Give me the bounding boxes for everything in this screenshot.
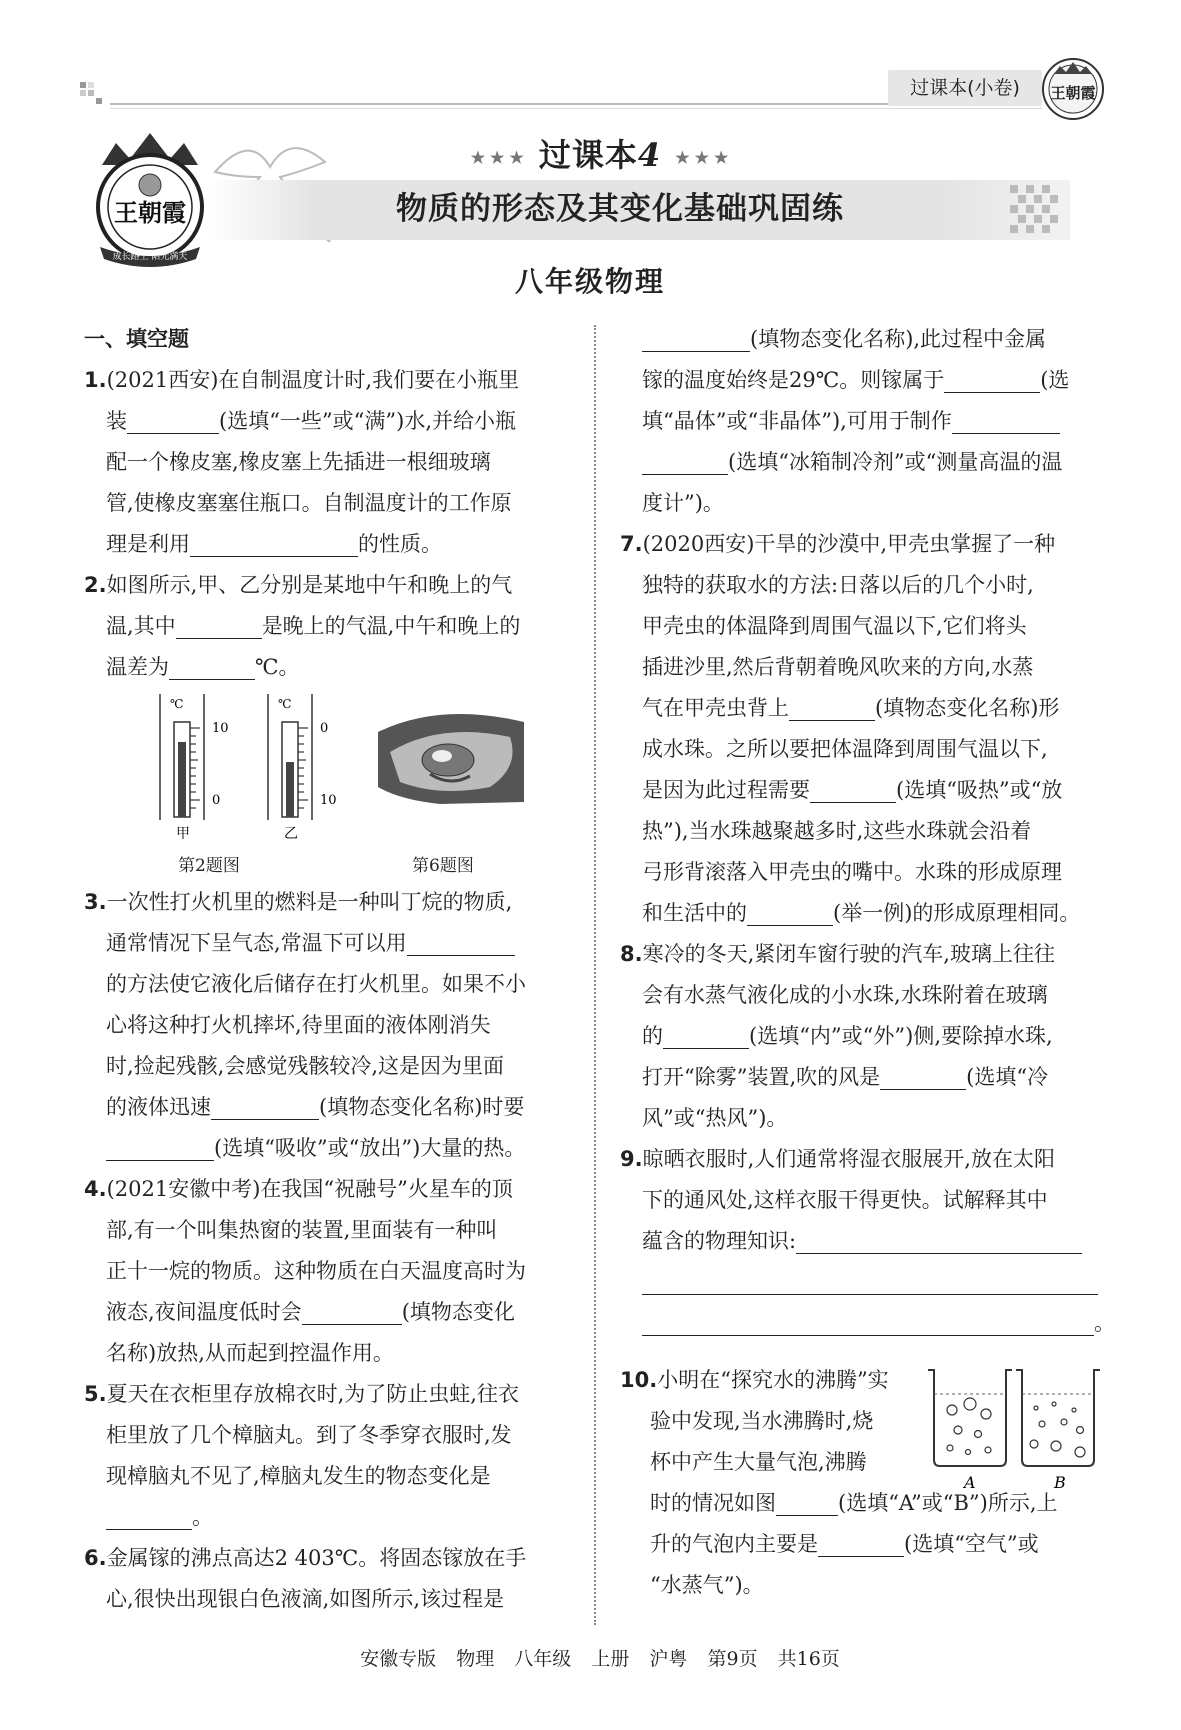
question-4: 4.(2021安徽中考)在我国“祝融号”火星车的顶 [84,1177,513,1201]
star-icon: ★ [490,148,506,167]
question-9: 9.晾晒衣服时,人们通常将湿衣服展开,放在太阳 [620,1147,1055,1171]
answer-blank[interactable] [776,1487,838,1516]
footer-grade: 八年级 [514,1648,572,1670]
left-column-lower: 3.一次性打火机里的燃料是一种叫丁烷的物质, 通常情况下呈气态,常温下可以用 的方法使它液化后储存在打火机里。如果不小 心将这种打火机摔坏,待里面的液体刚消失 时,捡起残骸,会感觉残骸较冷,这是因为里面 的液体迅速 (填物态变化名称)时要 (选填“吸收”或“放出”)大量的热。 4.(2021安徽中考)在我国“祝融号”火星车的顶 部,有一个叫集热窗的装置,里面装有一种叫 正十一烷的物质。这种物质在白天温度高时为 液态,夜间温度低时会 (填物态变化 名称)放热,从而起到控温作用。 5.夏天在衣柜里存放棉衣时,为了防止虫蛀,往衣 柜里放了几个樟脑丸。到了冬季穿衣服时,发 现樟脑丸不见了,樟脑丸发生的物态变化是 。 6.金属镓的沸点高达2 403℃。将固态镓放在手 心,很快出现银白色液滴,如图所示,该过程是 [84,882,574,1620]
header-tab: 过课本(小卷) [888,70,1042,106]
beaker-b [1016,1370,1100,1466]
question-8: 8.寒冷的冬天,紧闭车窗行驶的汽车,玻璃上往往 [620,942,1055,966]
answer-blank[interactable] [747,897,833,926]
tick-label: 0 [320,721,329,736]
answer-blank[interactable] [944,364,1040,393]
worksheet-title: 物质的形态及其变化基础巩固练 [396,191,844,227]
question-2: 2.如图所示,甲、乙分别是某地中午和晚上的气 [84,573,513,597]
answer-blank[interactable] [952,405,1060,434]
series-label: 过课本 [538,136,638,174]
star-icon: ★ [713,148,730,167]
beaker-b-label: B [1054,1473,1066,1492]
thermometer-figure [140,692,540,842]
tick-label: 10 [212,721,229,736]
footer-page: 第9页 [707,1648,758,1670]
answer-blank[interactable] [106,1132,214,1161]
beaker-a-label: A [964,1473,976,1492]
question-number: 3. [84,890,107,914]
beaker-a [928,1370,1012,1466]
footer-volume: 上册 [591,1648,630,1670]
star-icon: ★ [694,148,710,167]
answer-blank[interactable] [176,610,262,639]
thermometer-label: 甲 [176,826,190,842]
gallium-hand-photo [378,702,524,804]
thermometer-jia [160,694,204,820]
answer-blank[interactable] [211,1091,319,1120]
answer-blank[interactable] [880,1061,966,1090]
answer-blank[interactable] [302,1296,402,1325]
question-number: 4. [84,1177,107,1201]
question-5: 5.夏天在衣柜里存放棉衣时,为了防止虫蛀,往衣 [84,1382,519,1406]
unit-label: ℃ [170,697,184,711]
question-number: 5. [84,1382,107,1406]
answer-blank[interactable] [789,692,875,721]
answer-blank[interactable] [106,1501,192,1530]
seal-icon [1040,56,1106,122]
footer-subject: 物理 [456,1648,495,1670]
answer-blank[interactable] [190,528,358,557]
footer-total: 共16页 [777,1648,840,1670]
question-number: 7. [620,532,643,556]
answer-line[interactable] [796,1225,1082,1254]
answer-line[interactable] [642,1266,1098,1295]
tick-label: 10 [320,793,337,808]
question-number: 8. [620,942,643,966]
star-icon: ★ [470,148,487,167]
question-3: 3.一次性打火机里的燃料是一种叫丁烷的物质, [84,890,513,914]
question-number: 10. [620,1368,658,1392]
header-rule-thin [110,108,1042,109]
question-number: 6. [84,1546,107,1570]
svg-text:成长路上 陪光满天: 成长路上 陪光满天 [112,252,188,262]
answer-line[interactable] [642,1307,1094,1336]
answer-blank[interactable] [127,405,219,434]
answer-blank[interactable] [642,446,728,475]
worksheet-subtitle: 八年级物理 [514,265,665,298]
section-title: 一、填空题 [84,327,189,351]
answer-blank[interactable] [818,1528,904,1557]
answer-blank[interactable] [642,323,750,352]
question-number: 9. [620,1147,643,1171]
answer-blank[interactable] [663,1020,749,1049]
question-1: 1.(2021西安)在自制温度计时,我们要在小瓶里 [84,368,520,392]
thermometer-label: 乙 [284,826,298,842]
right-column: (填物态变化名称),此过程中金属 镓的温度始终是29℃。则镓属于 (选 填“晶体”或“非晶体”),可用于制作 (选填“冰箱制冷剂”或“测量高温的温 度计”)。 7.(2020西安)干旱的沙漠中,甲壳虫掌握了一种 独特的获取水的方法:日落以后的几个小时, 甲壳虫的体温降到周围气温以下,它们将头 插进沙里,然后背朝着晚风吹来的方向,水蒸 气在甲壳虫背上 (填物态变化名称)形 成水珠。之所以要把体温降到周围气温以下, 是因为此过程需要 (选填“吸热”或“放 热”),当水珠越聚越多时,这些水珠就会沿着 弓形背滚落入甲壳虫的嘴中。水珠的形成原理 和生活中的 (举一例)的形成原理相同。 8.寒冷的冬天,紧闭车窗行驶的汽车,玻璃上往往 会有水蒸气液化成的小水珠,水珠附着在玻璃 的 (选填“内”或“外”)侧,要除掉水珠, 打开“除雾”装置,吹的风是 (选填“冷 风”或“热风”)。 9.晾晒衣服时,人们通常将湿衣服展开,放在太阳 下的通风处,这样衣服干得更快。试解释其中 蕴含的物理知识: 。 [620,319,1106,1344]
answer-blank[interactable] [407,927,515,956]
footer-publisher: 沪粤 [649,1648,688,1670]
svg-text:王朝霞: 王朝霞 [114,198,186,227]
series-heading [400,130,800,176]
corner-dots-decoration [80,82,102,104]
figure-caption-6: 第6题图 [412,856,474,876]
publisher-logo [80,125,220,270]
question-number: 2. [84,573,107,597]
left-column: 一、填空题 1.(2021西安)在自制温度计时,我们要在小瓶里 装 (选填“一些”或“满”)水,并给小瓶 配一个橡皮塞,橡皮塞上先插进一根细玻璃 管,使橡皮塞塞住瓶口。自制温度计的工作原 理是利用 的性质。 2.如图所示,甲、乙分别是某地中午和晚上的气 温,其中 是晚上的气温,中午和晚上的 温差为 ℃。 [84,319,574,688]
question-6: 6.金属镓的沸点高达2 403℃。将固态镓放在手 [84,1546,527,1570]
answer-blank[interactable] [810,774,896,803]
question-number: 1. [84,368,107,392]
question-7: 7.(2020西安)干旱的沙漠中,甲壳虫掌握了一种 [620,532,1056,556]
svg-text:王朝霞: 王朝霞 [1050,84,1096,102]
page-footer [320,1644,880,1671]
unit-label: ℃ [278,697,292,711]
footer-edition: 安徽专版 [360,1648,437,1670]
column-divider [594,325,596,1625]
star-icon: ★ [675,148,691,167]
thermometer-yi [268,694,312,820]
star-icon: ★ [509,148,525,167]
answer-blank[interactable] [169,651,255,680]
figure-caption-2: 第2题图 [178,856,240,876]
series-number: 4 [637,136,662,174]
question-10: 10.小明在“探究水的沸腾”实 验中发现,当水沸腾时,烧 杯中产生大量气泡,沸腾 时的情况如图 (选填“A”或“B”)所示,上 升的气泡内主要是 (选填“空气”或 “水蒸气”)。 [620,1368,1058,1597]
beaker-figure [924,1364,1104,1492]
tick-label: 0 [212,793,221,808]
